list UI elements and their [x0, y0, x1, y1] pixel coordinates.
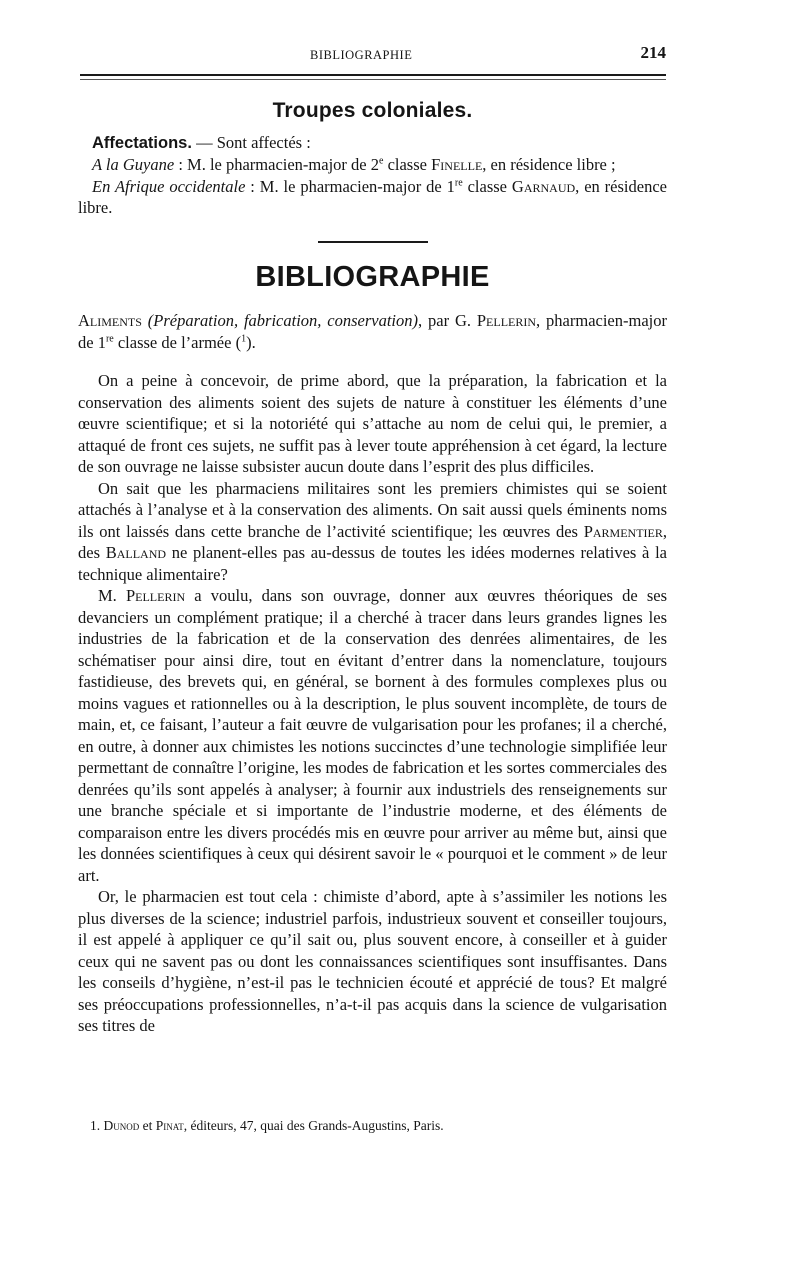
running-title: BIBLIOGRAPHIE [310, 48, 413, 62]
paragraph-4: Or, le pharmacien est tout cela : chimiste d’abord, apte à s’assimiler les notions les plus diverses de la science; industriel parfois, industrieux souvent et conseiller toujours, il est appelé à appliquer ce qu’il sait ou, plus souvent encore, à conseiller et à guider ceux qui ne savent pas ou dont les connaissances scientifiques sont insuffisantes. Dans les conseils d’hygiène, n’est-il pas le technicien écouté et apprécié de tous? Et malgré ses préoccupations professionnelles, n’a-t-il pas acquis dans la science de vulgarisation ses titres de [78, 887, 667, 1035]
p2-name-parmentier: Parmentier [583, 521, 663, 541]
p3-text-a: M. [98, 586, 126, 605]
review-sup: re [105, 333, 114, 344]
footnote-ref: 1 [241, 333, 247, 344]
section-title-troupes: Troupes coloniales. [272, 99, 473, 122]
p3-text-b: a voulu, dans son ouvrage, donner aux œuvres théoriques de ses devanciers un complément pratique; il a cherché à tracer dans leurs grandes lignes les industries de la fabrication et de la conservation des denrées alimentaires, de les schématiser pour ainsi dire, tout en évitant d’entrer dans la nomenclature, toujours fastidieuse, des brevets qui, en général, se bornent à des formules complexes plus ou moins vagues et rationnelles ou à la description, le plus souvent incomplète, de tours de main, et, ce faisant, l’auteur a fait œuvre de vulgarisation pour les profanes; il a cherché, en outre, à donner aux chimistes les notions succinctes d’une technologie simplifiée leur permettant de connaître l’origine, les modes de fabrication et les sortes commerciales des denrées qu’ils sont appelés à analyser; à fournir aux industriels des renseignements sur une branche spéciale et si importante de l’industrie moderne, et des éléments de comparaison entre les divers procédés mis en œuvre pour arriver au même but, ainsi que les données scientifiques à ceux qui désirent savoir le « pourquoi et le comment » de leur art. [78, 586, 668, 885]
page-header [80, 44, 666, 72]
footnote-text-2: , éditeurs, 47, quai des Grands-Augustins, Paris. [183, 1118, 444, 1133]
p2-text-c: ne planent-elles pas au-dessus de toutes les idées modernes relatives à la technique alimentaire? [78, 543, 667, 584]
footnote-name-dunod: Dunod [103, 1118, 140, 1133]
p3-name-pellerin: Pellerin [125, 586, 186, 605]
page-number: 214 [640, 43, 666, 62]
footnote-number: 1. [90, 1118, 101, 1133]
p2-text-b: , des [78, 521, 667, 562]
header-rule [80, 74, 666, 76]
review-rest-3: ). [246, 332, 256, 352]
review-rest-2: classe de l’armée ( [113, 332, 242, 352]
afrique-text-3: , en résidence libre. [78, 176, 667, 217]
paragraph-2 [78, 478, 667, 586]
paragraph-3 [78, 585, 667, 886]
paragraph-1: On a peine à concevoir, de prime abord, que la préparation, la fabrication et la conservation des aliments soient des sujets de nature à constituer les éléments d’une œuvre scientifique; et si la notoriété qui s’attache au nom de celui qui, le premier, a attaqué de front ces sujets, ne suffit pas à lever toute appréhension à cet égard, la lecture de son ouvrage ne laisse subsister aucun doute dans l’esprit des plus difficiles. [78, 371, 667, 476]
afrique-entry [78, 176, 667, 219]
review-subtitle: (Préparation, fabrication, conservation) [141, 311, 419, 330]
guyane-text-3: , en résidence libre ; [482, 155, 616, 174]
affectations-text: — Sont affectés : [191, 132, 311, 152]
guyane-place: A la Guyane [92, 155, 175, 174]
bibliographie-title: BIBLIOGRAPHIE [255, 260, 490, 293]
guyane-name: Finelle [431, 155, 483, 174]
afrique-name: Garnaud [511, 176, 576, 196]
p2-name-balland: Balland [105, 543, 167, 562]
p2-text-a: On sait que les pharmaciens militaires sont les premiers chimistes qui se soient attachés à l’analyse et à la conservation des aliments. On sait aussi quels éminents noms ils ont laissés dans cette branche de l’activité scientifique; les œuvres des [78, 478, 667, 541]
afrique-text-2: classe [462, 176, 512, 196]
page-content [78, 96, 667, 1037]
affectations-line [78, 132, 667, 155]
guyane-entry [78, 154, 667, 176]
afrique-text: : M. le pharmacien-major de 1 [245, 176, 455, 196]
guyane-text-2: classe [383, 155, 432, 174]
section-divider [318, 241, 428, 243]
review-heading [78, 310, 667, 353]
afrique-sup: re [454, 177, 463, 188]
afrique-place: En Afrique occidentale [92, 176, 246, 196]
footnote-name-pinat: Pinat [155, 1118, 184, 1133]
affectations-label: Affectations. [92, 133, 192, 152]
guyane-sup: e [379, 155, 384, 167]
footnote-text: et [139, 1118, 156, 1133]
review-author: Pellerin [476, 311, 537, 330]
guyane-text: : M. le pharmacien-major de 2 [174, 155, 379, 174]
header-rule-thin [80, 79, 666, 80]
review-by: , par G. [418, 311, 477, 330]
review-title: Aliments [78, 311, 142, 330]
review-rest: , pharmacien-major de 1 [78, 311, 667, 352]
footnote [90, 1117, 666, 1135]
